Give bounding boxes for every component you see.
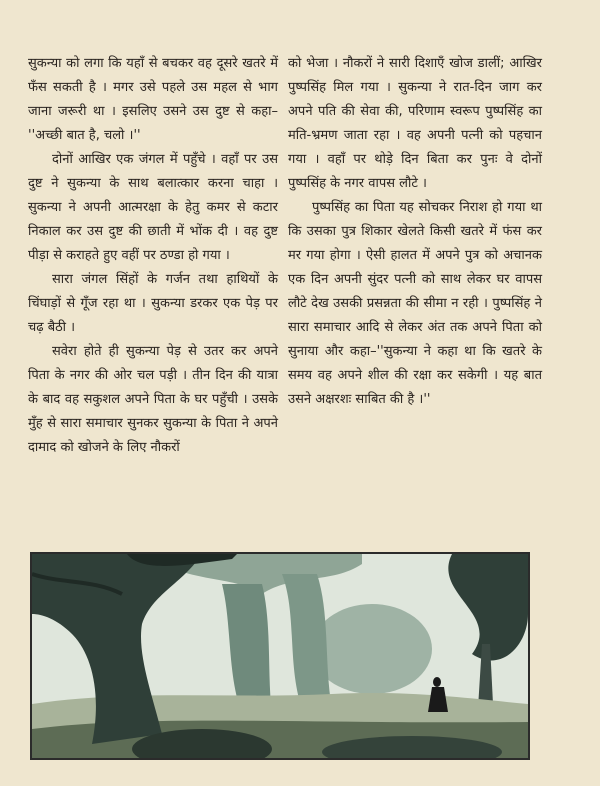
paragraph: सवेरा होते ही सुकन्या पेड़ से उतर कर अपने पिता के नगर की ओर चल पड़ी । तीन दिन की यात्रा के बाद वह सकुशल अपने पिता के घर पहुँची । उसके मुँह से सारा समाचार सुनकर सुकन्या के पिता ने अपने दामाद को खोजने के लिए नौकरों	[28, 344, 278, 455]
woman-head	[433, 677, 441, 687]
distant-tree	[312, 604, 432, 694]
paragraph: दोनों आखिर एक जंगल में पहुँचे । वहाँ पर उस दुष्ट ने सुकन्या के साथ बलात्कार करना चाहा । सुकन्या ने अपनी आत्मरक्षा के हेतु कमर से कटार निकाल कर उस दुष्ट की छाती में भोंक दी । वह दुष्ट पीड़ा से कराहते हुए वहीं पर ठण्डा हो गया ।	[28, 152, 278, 263]
forest-illustration	[30, 552, 530, 760]
paragraph: सारा जंगल सिंहों के गर्जन तथा हाथियों के चिंघाड़ों से गूँज रहा था । सुकन्या डरकर एक पेड़ पर चढ़ बैठी ।	[28, 272, 278, 335]
paragraph: पुष्पसिंह का पिता यह सोचकर निराश हो गया था कि उसका पुत्र शिकार खेलते किसी खतरे में फंस कर मर गया होगा । ऐसी हालत में अपने पुत्र को अचानक एक दिन अपनी सुंदर पत्नी को साथ लेकर घर वापस लौटे देख उसकी प्रसन्नता की सीमा न रही । पुष्पसिंह ने सारा समाचार आदि से लेकर अंत तक अपने पिता को सुनाया और कहा–''सुकन्या ने कहा था कि खतरे के समय वह अपने शील की रक्षा कर सकेगी । यह बात उसने अक्षरशः साबित की है ।''	[288, 200, 542, 407]
paragraph: सुकन्या को लगा कि यहाँ से बचकर वह दूसरे खतरे में फँस सकती है । मगर उसे पहले उस महल से भाग जाना जरूरी था । इसलिए उसने उस दुष्ट से कहा– ''अच्छी बात है, चलो ।''	[28, 56, 278, 143]
paragraph: को भेजा । नौकरों ने सारी दिशाएँ खोज डालीं; आखिर पुष्पसिंह मिल गया । सुकन्या ने रात-दिन जाग कर अपने पति की सेवा की, परिणाम स्वरूप पुष्पसिंह का मति-भ्रमण जाता रहा । वह अपनी पत्नी को पहचान गया । वहाँ पर थोड़े दिन बिता कर पुनः वे दोनों पुष्पसिंह के नगर वापस लौटे ।	[288, 56, 542, 191]
right-text-column	[288, 52, 542, 412]
forest-scene-image	[32, 554, 528, 758]
left-text-column	[28, 52, 278, 460]
